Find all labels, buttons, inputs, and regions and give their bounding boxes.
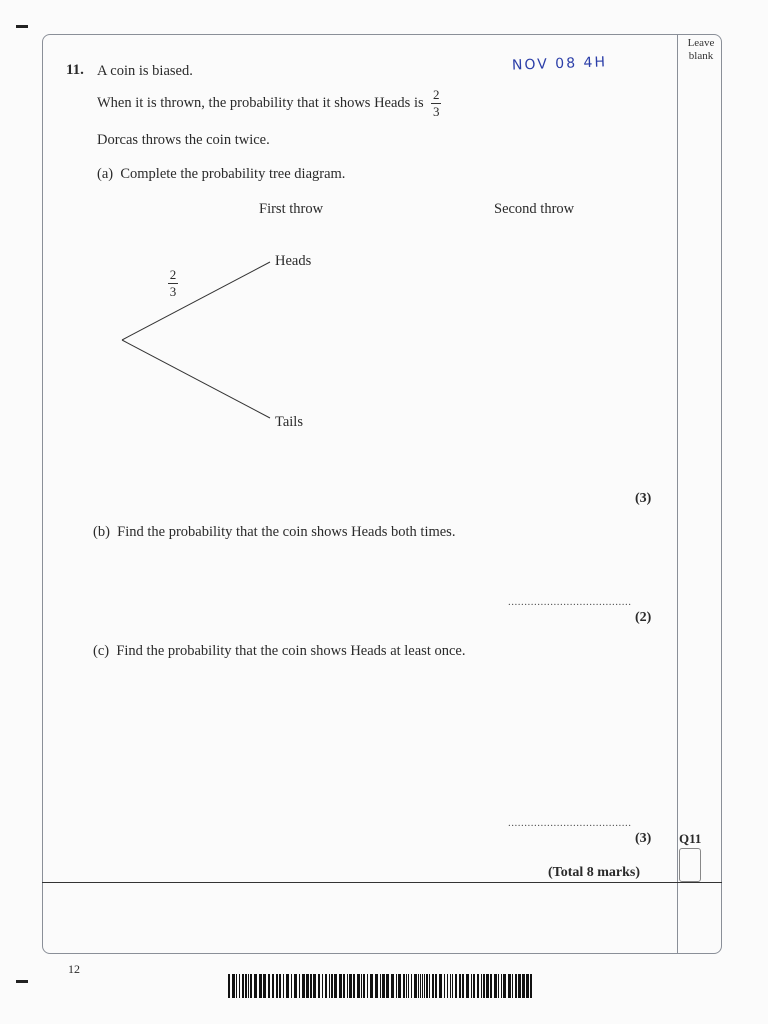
barcode-bar <box>349 974 352 998</box>
barcode-bar <box>396 974 397 998</box>
barcode-bar <box>455 974 457 998</box>
barcode-bar <box>429 974 430 998</box>
barcode-bar <box>353 974 355 998</box>
barcode-bar <box>418 974 419 998</box>
barcode-bar <box>447 974 448 998</box>
part-b-marks: (2) <box>635 610 652 625</box>
registration-mark-bottom <box>16 980 28 983</box>
barcode-bar <box>279 974 281 998</box>
question-line-2 <box>97 88 441 119</box>
barcode-bar <box>263 974 266 998</box>
part-b-prompt: (b) Find the probability that the coin shows Heads both times. <box>93 524 456 540</box>
bottom-rule <box>42 882 722 883</box>
barcode-bar <box>501 974 502 998</box>
barcode-bar <box>239 974 240 998</box>
barcode-bar <box>530 974 532 998</box>
barcode-bar <box>462 974 464 998</box>
barcode-bar <box>361 974 362 998</box>
barcode-bar <box>508 974 511 998</box>
barcode-bar <box>334 974 337 998</box>
barcode-bar <box>363 974 365 998</box>
branch-fraction-denominator: 3 <box>169 284 177 299</box>
fraction-numerator: 2 <box>433 87 440 102</box>
barcode-bar <box>283 974 284 998</box>
barcode-bar <box>325 974 327 998</box>
barcode-bar <box>357 974 360 998</box>
barcode-bar <box>522 974 525 998</box>
barcode-bar <box>466 974 469 998</box>
branch-tails-label: Tails <box>275 414 303 430</box>
part-b-answer-line[interactable]: ...................................... <box>508 596 632 608</box>
barcode-bar <box>414 974 417 998</box>
barcode-bar <box>450 974 451 998</box>
barcode-bar <box>481 974 482 998</box>
part-c-answer-line[interactable]: ...................................... <box>508 817 632 829</box>
barcode-bar <box>483 974 485 998</box>
barcode-bar <box>313 974 316 998</box>
question-line-2-text: When it is thrown, the probability that it shows Heads is <box>97 94 424 111</box>
heads-probability-fraction <box>431 88 441 119</box>
barcode-bar <box>498 974 499 998</box>
barcode-bar <box>259 974 262 998</box>
barcode-bar <box>236 974 237 998</box>
part-c-prompt: (c) Find the probability that the coin shows Heads at least once. <box>93 643 466 659</box>
registration-mark-top <box>16 25 28 28</box>
barcode-bar <box>343 974 345 998</box>
barcode-bar <box>526 974 529 998</box>
leave-blank-label: Leave blank <box>687 37 715 62</box>
barcode-bar <box>245 974 247 998</box>
barcode-bar <box>420 974 421 998</box>
barcode-bar <box>339 974 342 998</box>
barcode-bar <box>494 974 497 998</box>
barcode-bar <box>291 974 292 998</box>
fraction-denominator: 3 <box>433 104 440 119</box>
part-a-prompt: (a) Complete the probability tree diagram. <box>97 166 346 182</box>
barcode-bar <box>439 974 442 998</box>
branch-fraction-numerator: 2 <box>169 267 177 282</box>
barcode-bar <box>286 974 289 998</box>
tree-diagram <box>110 250 290 430</box>
barcode-bar <box>452 974 453 998</box>
barcode-bar <box>329 974 330 998</box>
barcode-bar <box>318 974 320 998</box>
barcode-bar <box>477 974 479 998</box>
heads-branch-fraction <box>168 268 178 299</box>
barcode-bar <box>486 974 489 998</box>
barcode-bar <box>322 974 323 998</box>
branch-line-heads <box>122 262 270 340</box>
barcode-bar <box>471 974 472 998</box>
barcode-bar <box>268 974 270 998</box>
barcode-bar <box>331 974 333 998</box>
barcode-bar <box>310 974 312 998</box>
barcode-bar <box>515 974 517 998</box>
barcode-bar <box>306 974 309 998</box>
barcode-bar <box>276 974 278 998</box>
barcode-bar <box>294 974 297 998</box>
marks-box[interactable] <box>679 848 701 882</box>
second-throw-heading: Second throw <box>494 201 575 217</box>
margin-divider <box>677 34 678 954</box>
barcode-bar <box>370 974 373 998</box>
barcode-bar <box>408 974 409 998</box>
barcode-bar <box>232 974 235 998</box>
barcode-bar <box>391 974 394 998</box>
barcode-bar <box>367 974 368 998</box>
barcode-bar <box>435 974 437 998</box>
barcode-bar <box>432 974 434 998</box>
barcode-bar <box>242 974 244 998</box>
barcode-bar <box>512 974 513 998</box>
question-number: 11. <box>66 62 84 78</box>
barcode-bar <box>473 974 475 998</box>
handwritten-note: NOV 08 4H <box>511 54 608 74</box>
barcode-bar <box>248 974 249 998</box>
barcode-bar <box>299 974 300 998</box>
question-line-1: A coin is biased. <box>97 63 193 79</box>
barcode-bar <box>411 974 412 998</box>
barcode-bar <box>503 974 506 998</box>
barcode-bar <box>272 974 274 998</box>
first-throw-heading: First throw <box>259 201 324 217</box>
barcode-bar <box>398 974 401 998</box>
barcode-bar <box>228 974 230 998</box>
barcode-bar <box>386 974 389 998</box>
branch-line-tails <box>122 340 270 418</box>
barcode-bar <box>403 974 405 998</box>
total-marks: (Total 8 marks) <box>548 865 641 880</box>
barcode-bar <box>380 974 381 998</box>
barcode-bar <box>424 974 425 998</box>
barcode-bar <box>422 974 423 998</box>
barcode-bar <box>444 974 445 998</box>
barcode-bar <box>518 974 521 998</box>
barcode-image <box>228 974 533 1002</box>
barcode-bar <box>406 974 407 998</box>
barcode-bar <box>302 974 305 998</box>
barcode-bar <box>459 974 461 998</box>
question-line-3: Dorcas throws the coin twice. <box>97 132 270 148</box>
page-number: 12 <box>68 962 80 976</box>
barcode-bar <box>347 974 348 998</box>
branch-heads-label: Heads <box>275 253 312 269</box>
part-a-marks: (3) <box>635 491 652 506</box>
barcode-bar <box>426 974 428 998</box>
question-ref-label: Q11 <box>679 831 702 846</box>
barcode-bar <box>250 974 252 998</box>
part-c-marks: (3) <box>635 831 652 846</box>
barcode-bar <box>254 974 257 998</box>
barcode-bar <box>382 974 385 998</box>
barcode-bar <box>375 974 378 998</box>
barcode-bar <box>490 974 492 998</box>
